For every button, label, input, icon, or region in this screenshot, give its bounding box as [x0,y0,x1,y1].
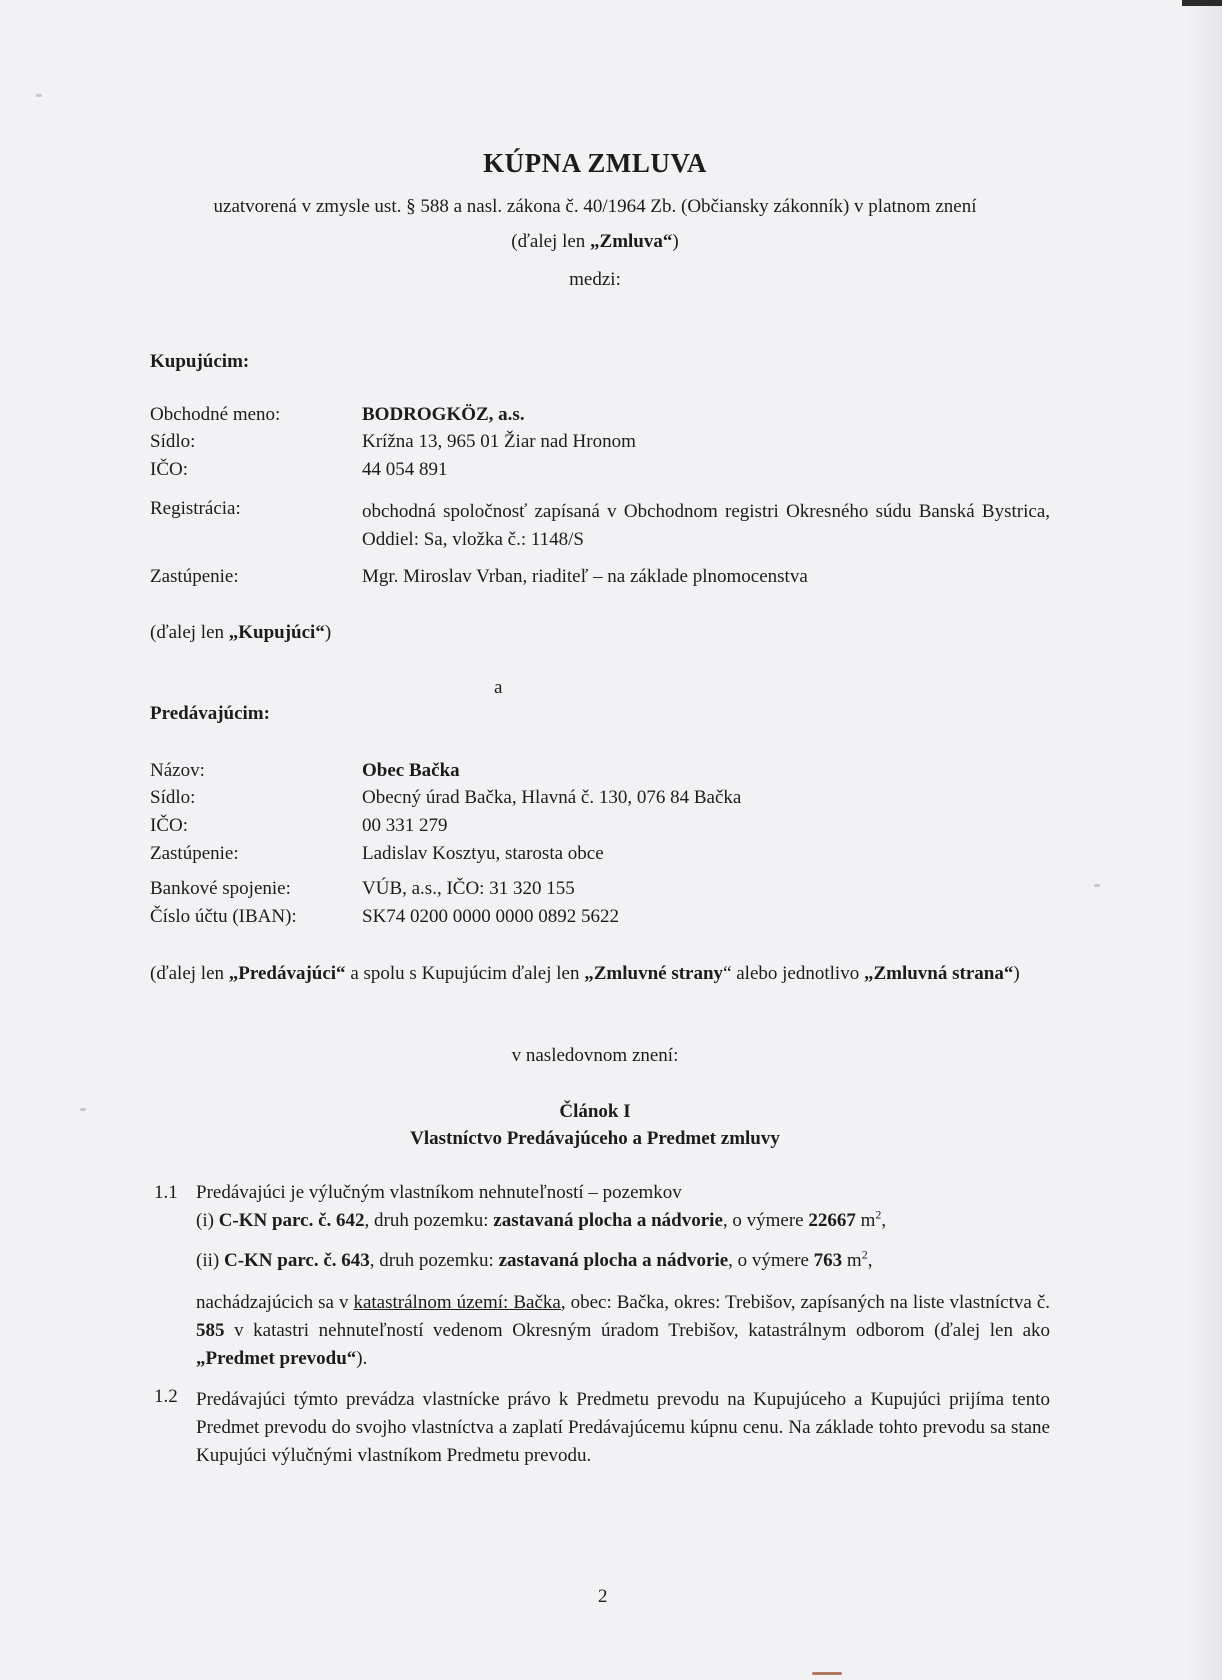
location-text: ). [356,1348,368,1369]
buyer-registration-value: obchodná spoločnosť zapísaná v Obchodnom registri Okresného súdu Banská Bystrica, Oddiel: Sa, vložka č.: 1148/S [362,501,1050,550]
seller-representation-value: Ladislav Kosztyu, starosta obce [362,843,604,864]
alias-text: (ďalej len [150,963,229,984]
item-text: (i) [196,1210,219,1231]
intro-line: v nasledovnom znení: [511,1045,679,1066]
article-title: Vlastníctvo Predávajúceho a Predmet zmluvy [410,1128,780,1149]
alias-bold: „Predmet prevodu“ [196,1348,357,1369]
cadastral-area: katastrálnom území: Bačka [353,1292,561,1313]
alias-text: ) [1013,963,1020,984]
alias-bold: „Predávajúci“ [228,963,346,984]
seller-name-label: Názov: [150,760,205,781]
article-number: Článok I [559,1101,631,1122]
land-type: zastavaná plocha a nádvorie [498,1250,729,1271]
alias-text: ) [672,231,679,252]
seller-representation-label: Zastúpenie: [150,843,239,864]
seller-ico-value: 00 331 279 [362,815,448,836]
between-line: medzi: [569,269,621,290]
clause-1-1-lead: Predávajúci je výlučným vlastníkom nehnuteľností – pozemkov [196,1182,682,1203]
alias-bold: „Zmluvné strany [584,963,724,984]
clause-1-2-text: Predávajúci týmto prevádza vlastnícke právo k Predmetu prevodu na Kupujúceho a Kupujúci prijíma tento Predmet prevodu do svojho vlastníctva a zaplatí Predávajúcemu kúpnu cenu. Na základe tohto prevodu sa stane Kupujúci výlučnými vlastníkom Predmetu prevodu. [196,1389,1050,1466]
scan-speck [812,1672,842,1675]
alias-text: ) [324,622,332,643]
seller-iban-label: Číslo účtu (IBAN): [150,906,297,927]
area-unit: m [855,1210,876,1231]
alias-bold: „Zmluva“ [590,231,673,252]
seller-heading: Predávajúcim: [150,703,270,724]
location-text: v katastri nehnuteľností vedenom Okresným úradom Trebišov, katastrálnym odborom (ďalej len ako [224,1320,1050,1341]
alias-text: (ďalej len [150,622,229,643]
scan-speck [36,94,42,97]
item-text: , druh pozemku: [364,1210,494,1231]
parcel-area: 763 [813,1250,843,1271]
parcel-area: 22667 [808,1210,856,1231]
parcel-number: C-KN parc. č. 643 [223,1250,370,1271]
legal-basis-line: uzatvorená v zmysle ust. § 588 a nasl. zákona č. 40/1964 Zb. (Občiansky zákonník) v platnom znení [213,196,977,217]
area-unit-exponent: 2 [861,1247,868,1262]
item-text: , druh pozemku: [369,1250,499,1271]
buyer-alias [150,622,331,645]
clause-1-1-item-i [196,1207,1050,1233]
parcel-number: C-KN parc. č. 642 [218,1210,365,1231]
alias-text: “ alebo jednotlivo [723,963,864,984]
buyer-ico-value: 44 054 891 [362,459,448,480]
clause-1-1-item-ii [196,1247,1050,1273]
item-text: , [867,1250,873,1271]
item-text: , o výmere [728,1250,814,1271]
clause-1-2-number: 1.2 [154,1386,178,1407]
clause-1-1-location [196,1289,1050,1373]
page-edge-shadow [1186,0,1222,1680]
area-unit: m [842,1250,862,1271]
seller-iban-value: SK74 0200 0000 0000 0892 5622 [362,906,620,927]
area-unit-exponent: 2 [875,1207,882,1222]
item-text: (ii) [196,1250,224,1271]
alias-bold: „Zmluvná strana“ [863,963,1014,984]
ownership-sheet-number: 585 [196,1320,225,1341]
buyer-ico-label: IČO: [150,459,188,480]
buyer-name-label: Obchodné meno: [150,404,281,425]
item-text: , o výmere [722,1210,809,1231]
alias-bold: „Kupujúci“ [228,622,325,643]
parties-connector: a [494,677,503,698]
buyer-representation-value: Mgr. Miroslav Vrban, riaditeľ – na základe plnomocenstva [362,566,808,587]
item-text: , [881,1210,887,1231]
buyer-seat-value: Krížna 13, 965 01 Žiar nad Hronom [362,431,636,452]
location-text: nachádzajúcich sa v [196,1292,354,1313]
seller-seat-value: Obecný úrad Bačka, Hlavná č. 130, 076 84 Bačka [362,787,742,808]
buyer-heading: Kupujúcim: [150,351,250,372]
page-number: 2 [598,1586,608,1607]
contract-alias-line [0,231,1190,254]
buyer-name-value: BODROGKÖZ, a.s. [362,404,525,425]
buyer-seat-label: Sídlo: [150,431,196,452]
document-title: KÚPNA ZMLUVA [483,148,707,178]
seller-alias [150,960,1050,988]
buyer-representation-label: Zastúpenie: [150,566,239,587]
clause-1-1-number: 1.1 [154,1182,178,1203]
alias-text: (ďalej len [511,231,591,252]
seller-seat-label: Sídlo: [150,787,196,808]
location-text: , obec: Bačka, okres: Trebišov, zapísaných na liste vlastníctva č. [560,1292,1051,1313]
land-type: zastavaná plocha a nádvorie [493,1210,723,1231]
alias-text: a spolu s Kupujúcim ďalej len [345,963,585,984]
seller-bank-label: Bankové spojenie: [150,878,291,899]
seller-name-value: Obec Bačka [362,760,460,781]
buyer-registration-label: Registrácia: [150,498,241,519]
seller-ico-label: IČO: [150,815,188,836]
scan-corner-mark [1182,0,1222,6]
scan-speck [1094,884,1100,887]
seller-bank-value: VÚB, a.s., IČO: 31 320 155 [362,878,575,899]
